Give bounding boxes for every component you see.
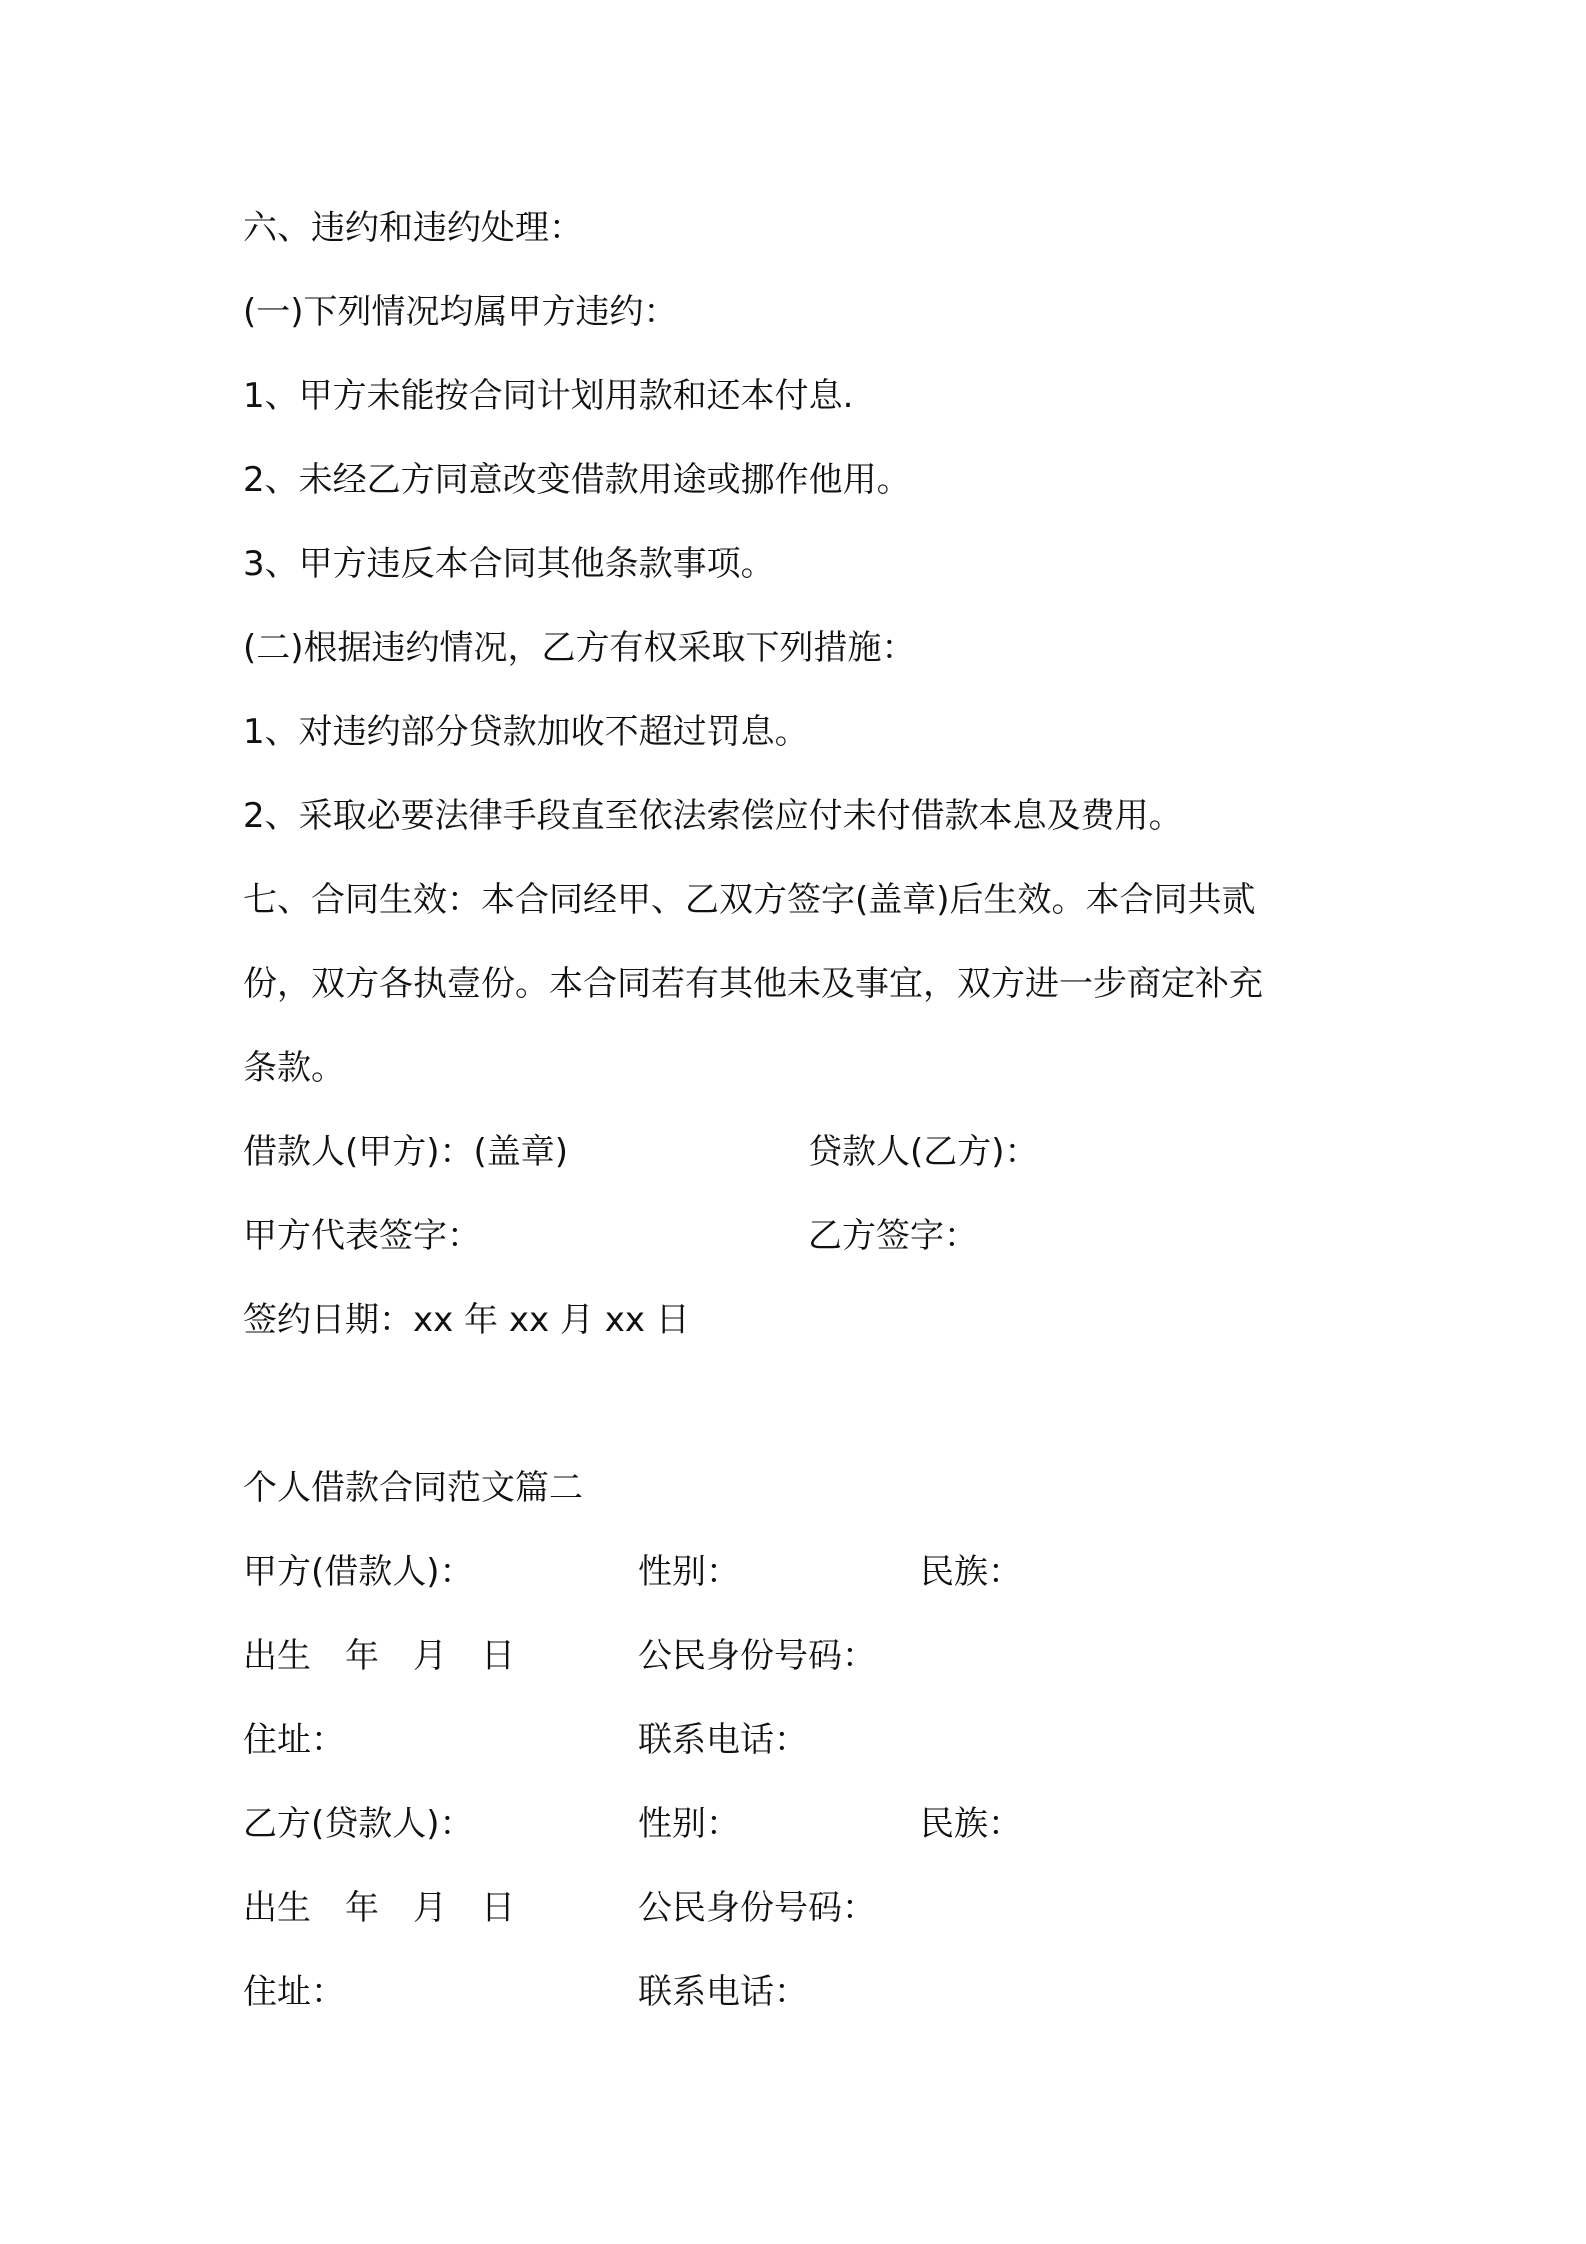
section6-sub2-heading: (二)根据违约情况，乙方有权采取下列措施： [243,628,916,668]
section6-heading: 六、违约和违约处理： [243,208,583,248]
party-b-label: 乙方(贷款人)： [243,1804,474,1844]
contract2-title: 个人借款合同范文篇二 [243,1468,583,1508]
party-a-birth: 出生 年 月 日 [243,1636,515,1676]
party-a-address: 住址： [243,1720,345,1760]
party-b-ethnicity: 民族： [920,1804,1022,1844]
party-a-label: 甲方(借款人)： [243,1552,474,1592]
party-b-id: 公民身份号码： [638,1888,876,1928]
party-a-phone: 联系电话： [638,1720,808,1760]
party-a-id: 公民身份号码： [638,1636,876,1676]
section7-line-2: 份，双方各执壹份。本合同若有其他未及事宜，双方进一步商定补充 [243,964,1263,1004]
section6-sub2-item-2: 2、采取必要法律手段直至依法索偿应付未付借款本息及费用。 [243,796,1183,836]
signing-date: 签约日期：xx 年 xx 月 xx 日 [243,1300,690,1340]
section7-line-3: 条款。 [243,1048,345,1088]
section7-line-1: 七、合同生效：本合同经甲、乙双方签字(盖章)后生效。本合同共贰 [243,880,1256,920]
borrower-signature-label: 借款人(甲方)：(盖章) [243,1132,569,1172]
party-b-sign-label: 乙方签字： [808,1216,978,1256]
section6-sub1-item-3: 3、甲方违反本合同其他条款事项。 [243,544,775,584]
lender-signature-label: 贷款人(乙方)： [808,1132,1039,1172]
section6-sub1-item-1: 1、甲方未能按合同计划用款和还本付息. [243,376,854,416]
party-b-gender: 性别： [638,1804,740,1844]
section6-sub1-item-2: 2、未经乙方同意改变借款用途或挪作他用。 [243,460,911,500]
section6-sub1-heading: (一)下列情况均属甲方违约： [243,292,678,332]
party-a-gender: 性别： [638,1552,740,1592]
party-b-phone: 联系电话： [638,1972,808,2012]
party-b-birth: 出生 年 月 日 [243,1888,515,1928]
party-a-sign-label: 甲方代表签字： [243,1216,481,1256]
section6-sub2-item-1: 1、对违约部分贷款加收不超过罚息。 [243,712,809,752]
party-b-address: 住址： [243,1972,345,2012]
party-a-ethnicity: 民族： [920,1552,1022,1592]
